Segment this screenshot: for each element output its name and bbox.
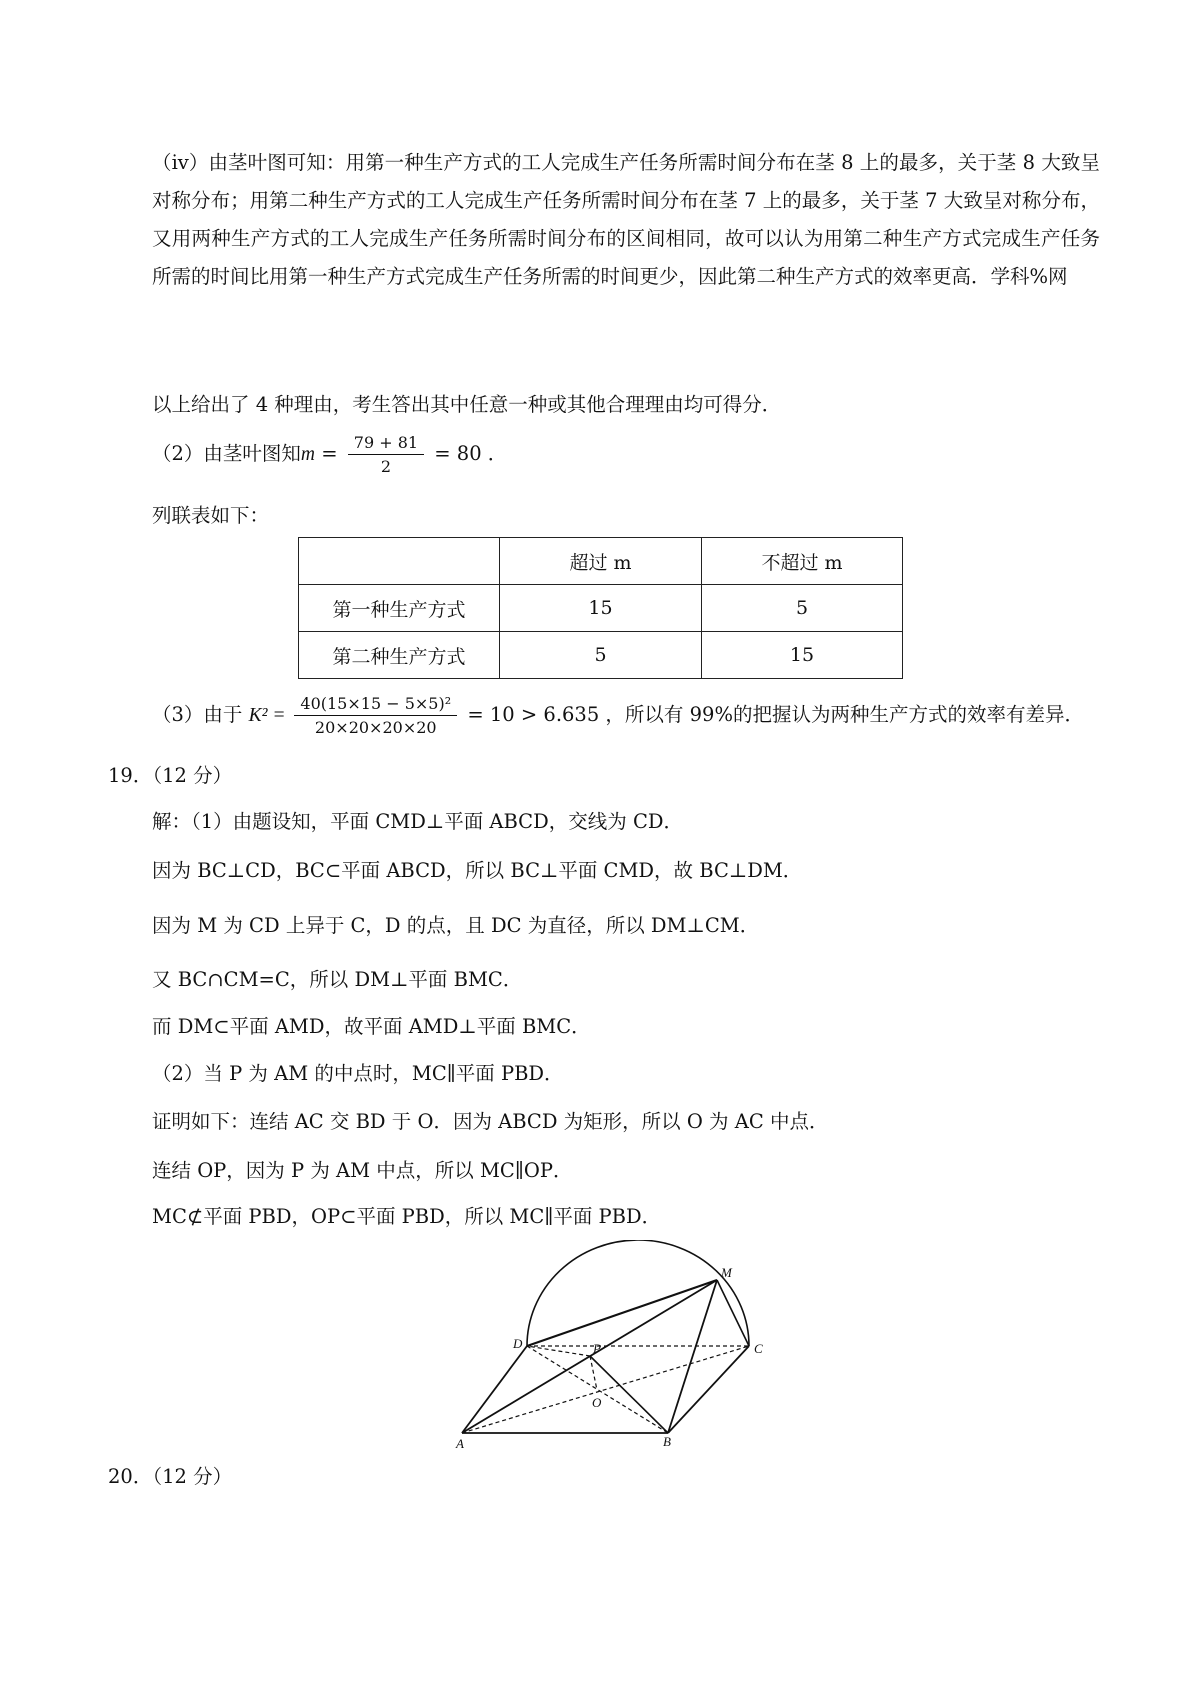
- q18-table-intro: 列联表如下：: [152, 504, 270, 527]
- table-header-row: [299, 538, 903, 585]
- table-row: [299, 632, 903, 679]
- q19-line: 连结 OP，因为 P 为 AM 中点，所以 MC∥OP．: [152, 1159, 573, 1182]
- q18-part3-fraction: [294, 694, 457, 737]
- q18-part2-eq: =: [315, 442, 344, 465]
- table-row-label: 第二种生产方式: [299, 632, 500, 679]
- q18-part2-fraction: [348, 433, 424, 476]
- q18-part3-rhs: = 10 > 6.635 ，所以有 99%的把握认为两种生产方式的效率有差异．: [461, 703, 1084, 726]
- q19-line: （2）当 P 为 AM 的中点时，MC∥平面 PBD．: [152, 1062, 564, 1085]
- segment-BM: [668, 1280, 717, 1433]
- q18-part2-prefix: （2）由茎叶图知: [152, 442, 301, 465]
- table-cell: 15: [702, 632, 903, 679]
- segment-DB: [527, 1346, 668, 1433]
- segment-PD: [527, 1346, 590, 1356]
- q18-part2-var: m: [300, 444, 316, 465]
- q18-part3-prefix: （3）由于: [152, 703, 243, 726]
- q19-line: 而 DM⊂平面 AMD，故平面 AMD⊥平面 BMC．: [152, 1015, 591, 1038]
- q18-part3-numerator: 40(15×15 − 5×5)²: [294, 694, 457, 716]
- label-D: D: [513, 1336, 523, 1351]
- q19-line: 因为 BC⊥CD，BC⊂平面 ABCD，所以 BC⊥平面 CMD，故 BC⊥DM．: [152, 859, 803, 882]
- table-row: [299, 585, 903, 632]
- label-B: B: [663, 1434, 671, 1449]
- label-O: O: [592, 1395, 602, 1410]
- q19-line: MC⊄平面 PBD，OP⊂平面 PBD，所以 MC∥平面 PBD．: [152, 1205, 662, 1228]
- table-corner-cell: [299, 538, 500, 585]
- q18-reason-4-paragraph: （iv）由茎叶图可知：用第一种生产方式的工人完成生产任务所需时间分布在茎 8 上的最多，关于茎 8 大致呈对称分布；用第二种生产方式的工人完成生产任务所需时间分布在茎 7 上的最多，关于茎 7 大致呈对称分布，又用两种生产方式的工人完成生产任务所需时间分布的区间相同，故可以认为用第二种生产方式完成生产任务所需的时间比用第一种生产方式完成生产任务所需的时间更少，因此第二种生产方式的效率更高．学科%网: [152, 151, 1100, 288]
- table-header-cell: 不超过 m: [702, 538, 903, 585]
- q18-part2-result: = 80 ．: [428, 442, 508, 465]
- table-header-cell: 超过 m: [500, 538, 702, 585]
- table-cell: 5: [702, 585, 903, 632]
- segment-PB: [590, 1356, 668, 1433]
- contingency-table: [298, 537, 903, 679]
- q18-part2-denominator: 2: [380, 457, 391, 476]
- q19-line: 又 BC∩CM=C，所以 DM⊥平面 BMC．: [152, 968, 523, 991]
- label-M: M: [721, 1265, 732, 1280]
- segment-BC: [668, 1346, 749, 1433]
- q18-summary: 以上给出了 4 种理由，考生答出其中任意一种或其他合理理由均可得分．: [152, 393, 782, 416]
- q18-part2-line: [152, 433, 507, 476]
- q20-number: 20．（12 分）: [108, 1465, 233, 1488]
- segment-DA: [462, 1346, 527, 1433]
- label-A: A: [456, 1436, 464, 1450]
- geometry-figure: [450, 1240, 770, 1450]
- q19-number: 19．（12 分）: [108, 764, 233, 787]
- semicircle-arc: [527, 1240, 749, 1346]
- table-row-label: 第一种生产方式: [299, 585, 500, 632]
- q19-line: 因为 M 为 CD 上异于 C，D 的点，且 DC 为直径，所以 DM⊥CM．: [152, 914, 760, 937]
- q18-part3-line: [152, 694, 1084, 737]
- q18-part3-denominator: 20×20×20×20: [314, 718, 437, 737]
- segment-AC: [462, 1346, 749, 1433]
- table-cell: 15: [500, 585, 702, 632]
- q18-part2-numerator: 79 + 81: [348, 433, 424, 455]
- table-cell: 5: [500, 632, 702, 679]
- q19-line: 证明如下：连结 AC 交 BD 于 O．因为 ABCD 为矩形，所以 O 为 AC 中点．: [152, 1110, 829, 1133]
- q19-line: 解：（1）由题设知，平面 CMD⊥平面 ABCD，交线为 CD．: [152, 810, 683, 833]
- label-C: C: [754, 1341, 763, 1356]
- label-P: P: [593, 1341, 601, 1356]
- q18-part3-lhs: K² =: [248, 705, 291, 726]
